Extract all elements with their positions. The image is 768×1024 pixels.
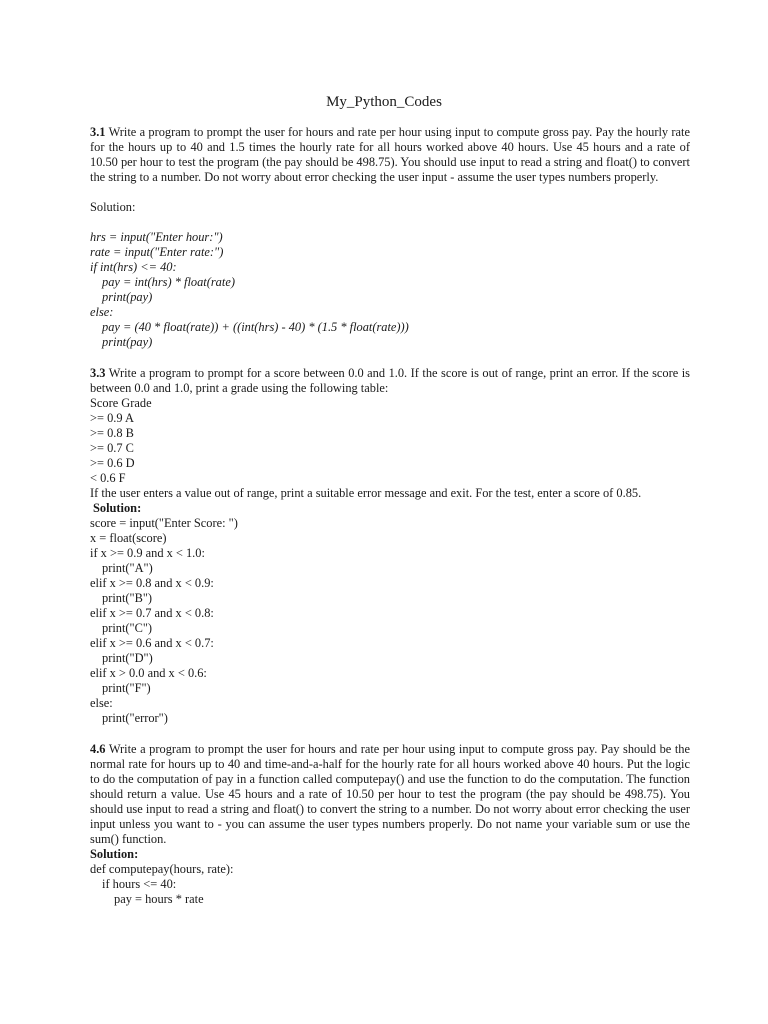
question-text: Write a program to prompt for a score between 0.0 and 1.0. If the score is out of range, print an error. If the score is between 0.0 and 1.0, print a grade using the following table: (90, 366, 691, 395)
grade-table-line: < 0.6 F (90, 471, 126, 485)
code-line: score = input("Enter Score: ") (90, 516, 238, 530)
question-4-6 (90, 742, 690, 847)
document-body (90, 125, 690, 907)
instruction-text: If the user enters a value out of range, print a suitable error message and exit. For the test, enter a score of 0.85. (90, 486, 642, 500)
document-title: My_Python_Codes (326, 94, 442, 110)
code-line: else: (90, 305, 114, 319)
question-number: 3.3 (90, 366, 106, 380)
code-line: elif x >= 0.7 and x < 0.8: (90, 606, 214, 620)
grade-table-line: >= 0.7 C (90, 441, 134, 455)
code-line: print("F") (102, 681, 151, 695)
code-line: pay = (40 * float(rate)) + ((int(hrs) - 40) * (1.5 * float(rate))) (102, 320, 409, 334)
question-3-3 (90, 366, 690, 396)
code-line: else: (90, 696, 113, 710)
code-line: if int(hrs) <= 40: (90, 260, 177, 274)
question-text: Write a program to prompt the user for hours and rate per hour using input to compute gross pay. Pay the hourly rate for the hours up to 40 and 1.5 times the hourly rate for all hours worked above 40 hours. Use 45 hours and a rate of 10.50 per hour to test the program (the pay should be 498.75). You should use input to read a string and float() to convert the string to a number. Do not worry about error checking the user input - assume the user types numbers properly. (90, 125, 690, 184)
question-text: Write a program to prompt the user for hours and rate per hour using input to compute gross pay. Pay should be the normal rate for hours up to 40 and time-and-a-half for the hourly rate for all hours worked above 40 hours. Put the logic to do the computation of pay in a function called computepay() and use the function to do the computation. The function should return a value. Use 45 hours and a rate of 10.50 per hour to test the program (the pay should be 498.75). You should use input to read a string and float() to convert the string to a number. Do not worry about error checking the user input unless you want to - you can assume the user types numbers properly. Do not name your variable sum or use the sum() function. (90, 742, 690, 846)
code-line: pay = int(hrs) * float(rate) (102, 275, 235, 289)
code-line: elif x > 0.0 and x < 0.6: (90, 666, 207, 680)
grade-table-line: >= 0.6 D (90, 456, 135, 470)
code-line: print("D") (102, 651, 153, 665)
code-block (90, 862, 690, 907)
code-line: print("error") (102, 711, 168, 725)
solution-label: Solution: (90, 847, 139, 861)
question-number: 4.6 (90, 742, 106, 756)
code-line: print(pay) (102, 335, 153, 349)
code-line: if x >= 0.9 and x < 1.0: (90, 546, 205, 560)
code-line: def computepay(hours, rate): (90, 862, 234, 876)
solution-label: Solution: (93, 501, 142, 515)
code-line: elif x >= 0.8 and x < 0.9: (90, 576, 214, 590)
code-line: print("B") (102, 591, 153, 605)
grade-table-line: >= 0.9 A (90, 411, 134, 425)
code-line: if hours <= 40: (102, 877, 177, 891)
question-3-1 (90, 125, 690, 185)
code-line: pay = hours * rate (114, 892, 204, 906)
question-number: 3.1 (90, 125, 106, 139)
code-block (90, 230, 690, 350)
grade-table (90, 396, 690, 486)
code-line: rate = input("Enter rate:") (90, 245, 224, 259)
code-line: print("A") (102, 561, 153, 575)
solution-label: Solution: (90, 200, 136, 214)
code-block (90, 516, 690, 726)
code-line: x = float(score) (90, 531, 167, 545)
code-line: hrs = input("Enter hour:") (90, 230, 223, 244)
grade-table-line: >= 0.8 B (90, 426, 134, 440)
code-line: print(pay) (102, 290, 153, 304)
code-line: print("C") (102, 621, 153, 635)
code-line: elif x >= 0.6 and x < 0.7: (90, 636, 214, 650)
grade-table-line: Score Grade (90, 396, 152, 410)
